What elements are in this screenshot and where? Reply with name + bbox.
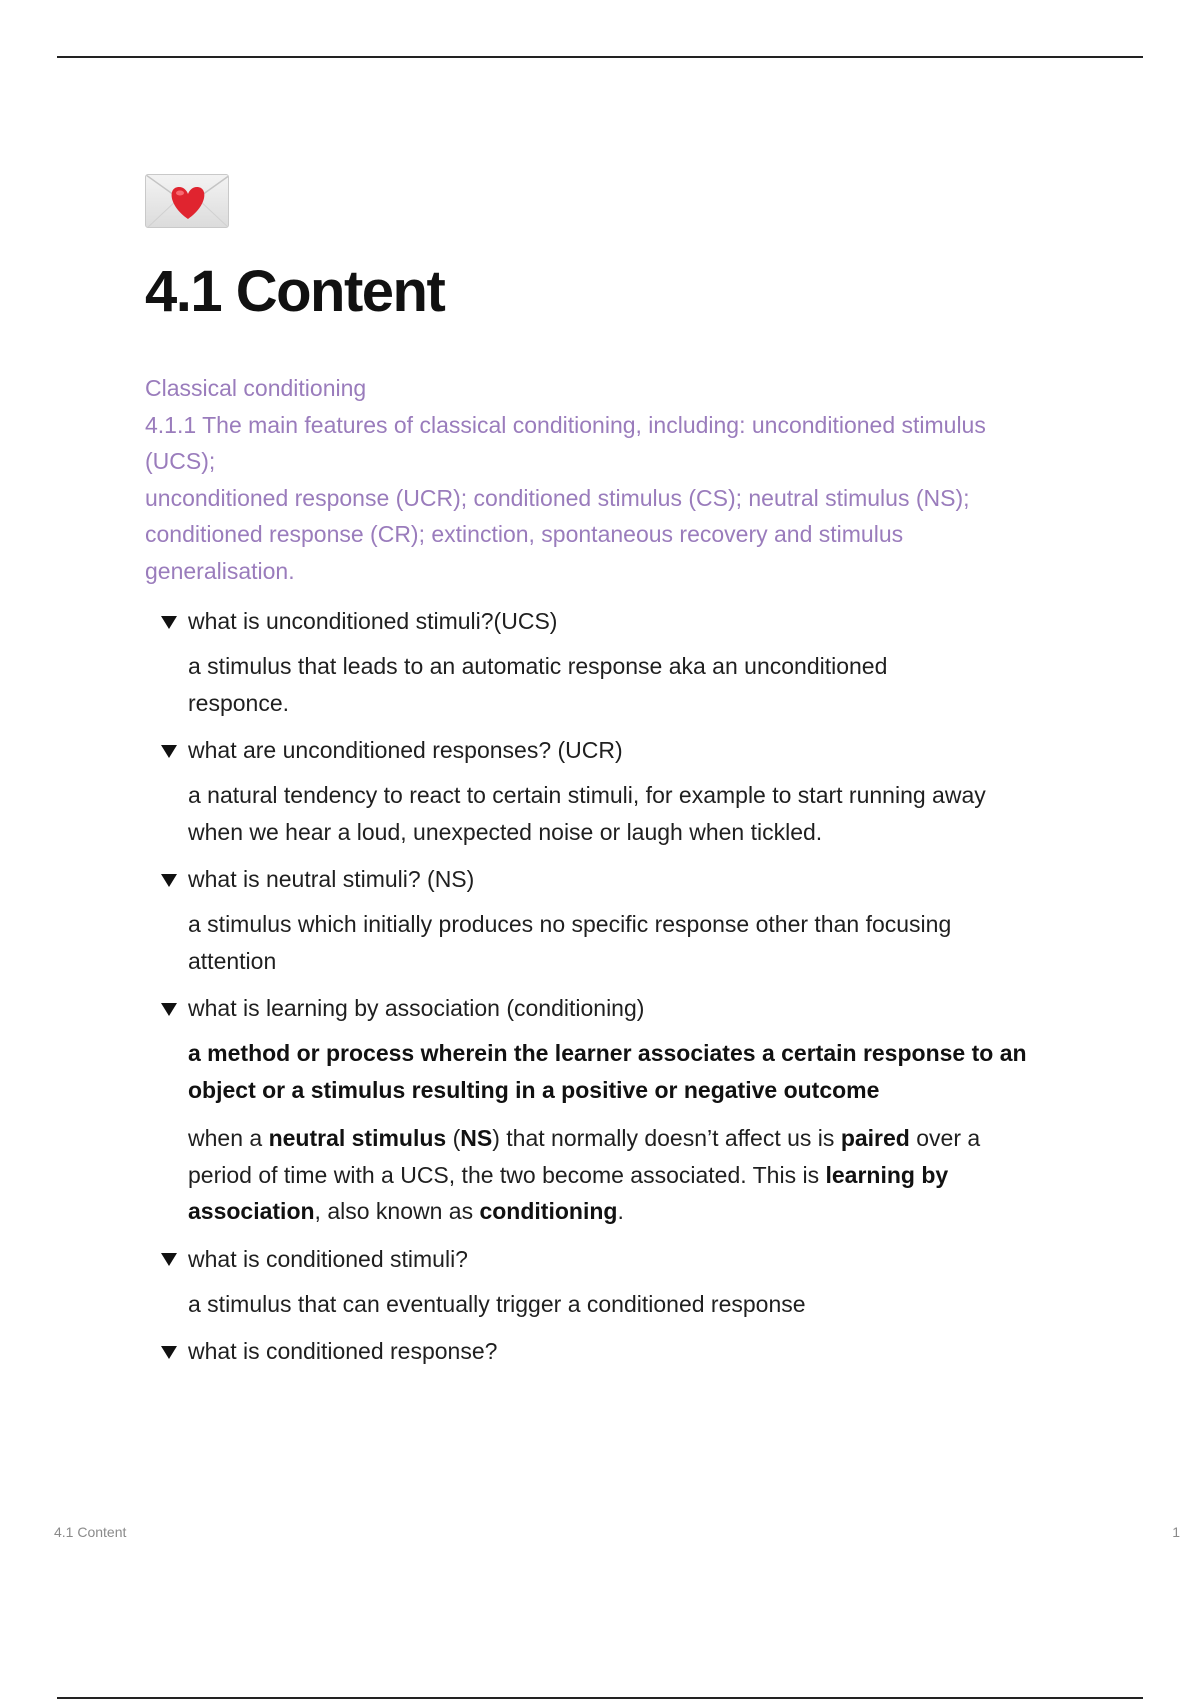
spec-line: 4.1.1 The main features of classical conditioning, including: unconditioned stimulus xyxy=(145,411,986,438)
footer-page-number: 1 xyxy=(1172,1524,1180,1540)
answer-line: responce. xyxy=(188,689,290,716)
triangle-down-icon[interactable] xyxy=(161,1003,177,1016)
toggle-header[interactable] xyxy=(161,733,1100,767)
document-page xyxy=(145,172,1100,1378)
spec-line: generalisation. xyxy=(145,557,295,584)
footer-doc-title: 4.1 Content xyxy=(54,1524,127,1540)
toggle-ucs xyxy=(161,604,1100,721)
toggle-question: what is conditioned response? xyxy=(188,1338,498,1364)
bold-definition-line: object or a stimulus resulting in a positive or negative outcome xyxy=(188,1076,880,1103)
spec-line: conditioned response (CR); extinction, spontaneous recovery and stimulus xyxy=(145,521,904,547)
spec-line: Classical conditioning xyxy=(145,375,367,401)
bold-term: conditioning xyxy=(479,1198,618,1224)
toggle-header[interactable] xyxy=(161,604,1100,638)
toggle-answer xyxy=(188,1035,1100,1230)
spec-line: (UCS); xyxy=(145,448,216,474)
answer-line: a stimulus that can eventually trigger a conditioned response xyxy=(188,1290,806,1317)
answer-line: a stimulus which initially produces no specific response other than focusing xyxy=(188,911,952,937)
conditioning-explanation: when a neutral stimulus (NS) that normally doesn’t affect us is paired over a period of time with a UCS, the two become associated. This is learning by association, also known as conditioning. xyxy=(188,1125,981,1224)
triangle-down-icon[interactable] xyxy=(161,616,177,629)
toggle-answer xyxy=(188,1286,1100,1323)
bold-definition-line: a method or process wherein the learner associates a certain response to an xyxy=(188,1040,1027,1066)
love-letter-icon xyxy=(145,172,231,230)
toggle-conditioning xyxy=(161,991,1100,1230)
triangle-down-icon[interactable] xyxy=(161,874,177,887)
toggle-header[interactable] xyxy=(161,1334,1100,1368)
toggle-header[interactable] xyxy=(161,1242,1100,1276)
toggle-ucr xyxy=(161,733,1100,850)
toggle-ns xyxy=(161,862,1100,979)
toggle-answer xyxy=(188,777,1100,850)
answer-line: when we hear a loud, unexpected noise or laugh when tickled. xyxy=(188,818,823,845)
bottom-rule xyxy=(57,1697,1143,1699)
triangle-down-icon[interactable] xyxy=(161,1346,177,1359)
toggle-question: what is neutral stimuli? (NS) xyxy=(188,866,475,892)
triangle-down-icon[interactable] xyxy=(161,745,177,758)
spec-line: unconditioned response (UCR); conditioned stimulus (CS); neutral stimulus (NS); xyxy=(145,484,970,511)
top-rule xyxy=(57,56,1143,58)
spec-description xyxy=(145,370,1100,589)
toggle-question: what is learning by association (conditioning) xyxy=(188,995,645,1021)
bold-term: neutral stimulus xyxy=(268,1125,447,1151)
bold-term: learning by xyxy=(825,1161,949,1188)
toggle-answer xyxy=(188,648,1100,721)
page-title: 4.1 Content xyxy=(145,259,445,324)
toggle-question: what is unconditioned stimuli?(UCS) xyxy=(188,608,558,634)
toggle-list xyxy=(161,604,1100,1368)
triangle-down-icon[interactable] xyxy=(161,1253,177,1266)
answer-line: attention xyxy=(188,947,277,974)
answer-line: a natural tendency to react to certain stimuli, for example to start running away xyxy=(188,782,986,808)
toggle-question: what are unconditioned responses? (UCR) xyxy=(188,737,623,763)
toggle-answer xyxy=(188,906,1100,979)
bold-term: paired xyxy=(840,1125,910,1151)
toggle-question: what is conditioned stimuli? xyxy=(188,1245,468,1272)
answer-line: a stimulus that leads to an automatic response aka an unconditioned xyxy=(188,653,888,679)
toggle-cr xyxy=(161,1334,1100,1368)
bold-term: association xyxy=(188,1198,315,1224)
toggle-header[interactable] xyxy=(161,862,1100,896)
toggle-header[interactable] xyxy=(161,991,1100,1025)
bold-term: NS xyxy=(460,1125,493,1151)
toggle-cs xyxy=(161,1242,1100,1323)
